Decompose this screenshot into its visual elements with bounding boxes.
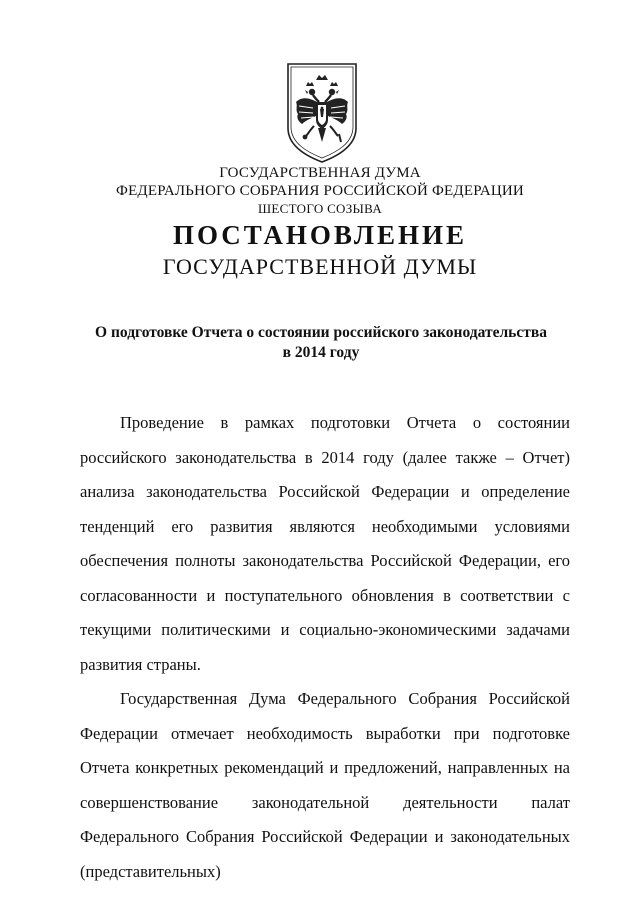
heading-line-1: О подготовке Отчета о состоянии российского законодательства bbox=[95, 324, 547, 341]
header-line-3: ШЕСТОГО СОЗЫВА bbox=[257, 201, 383, 216]
header-line-1: ГОСУДАРСТВЕННАЯ ДУМА bbox=[219, 165, 421, 181]
coat-of-arms-icon bbox=[286, 62, 358, 164]
body-paragraph-2: Государственная Дума Федерального Собрания Российской Федерации отмечает необходимость выработки при подготовке Отчета конкретных рекомендаций и предложений, направленных на совершенствование законодательной деятельности палат Федерального Собрания Российской Федерации и законодательных (представительных) bbox=[80, 689, 570, 881]
issuer-header bbox=[0, 164, 640, 218]
heading-line-2: в 2014 году bbox=[282, 344, 360, 361]
document-title: ПОСТАНОВЛЕНИЕ bbox=[172, 220, 468, 250]
document-subtitle: ГОСУДАРСТВЕННОЙ ДУМЫ bbox=[162, 254, 478, 279]
body-paragraph-1: Проведение в рамках подготовки Отчета о состоянии российского законодательства в 2014 году (далее также – Отчет) анализа законодательства Российской Федерации и определение тенденций его развития являются необходимыми условиями обеспечения полноты законодательства Российской Федерации, его согласованности и поступательного обновления в соответствии с текущими политическими и социально-экономическими задачами развития страны. bbox=[80, 413, 570, 674]
header-line-2: ФЕДЕРАЛЬНОГО СОБРАНИЯ РОССИЙСКОЙ ФЕДЕРАЦИИ bbox=[116, 183, 524, 199]
resolution-heading bbox=[90, 323, 552, 363]
document-body bbox=[80, 406, 570, 889]
